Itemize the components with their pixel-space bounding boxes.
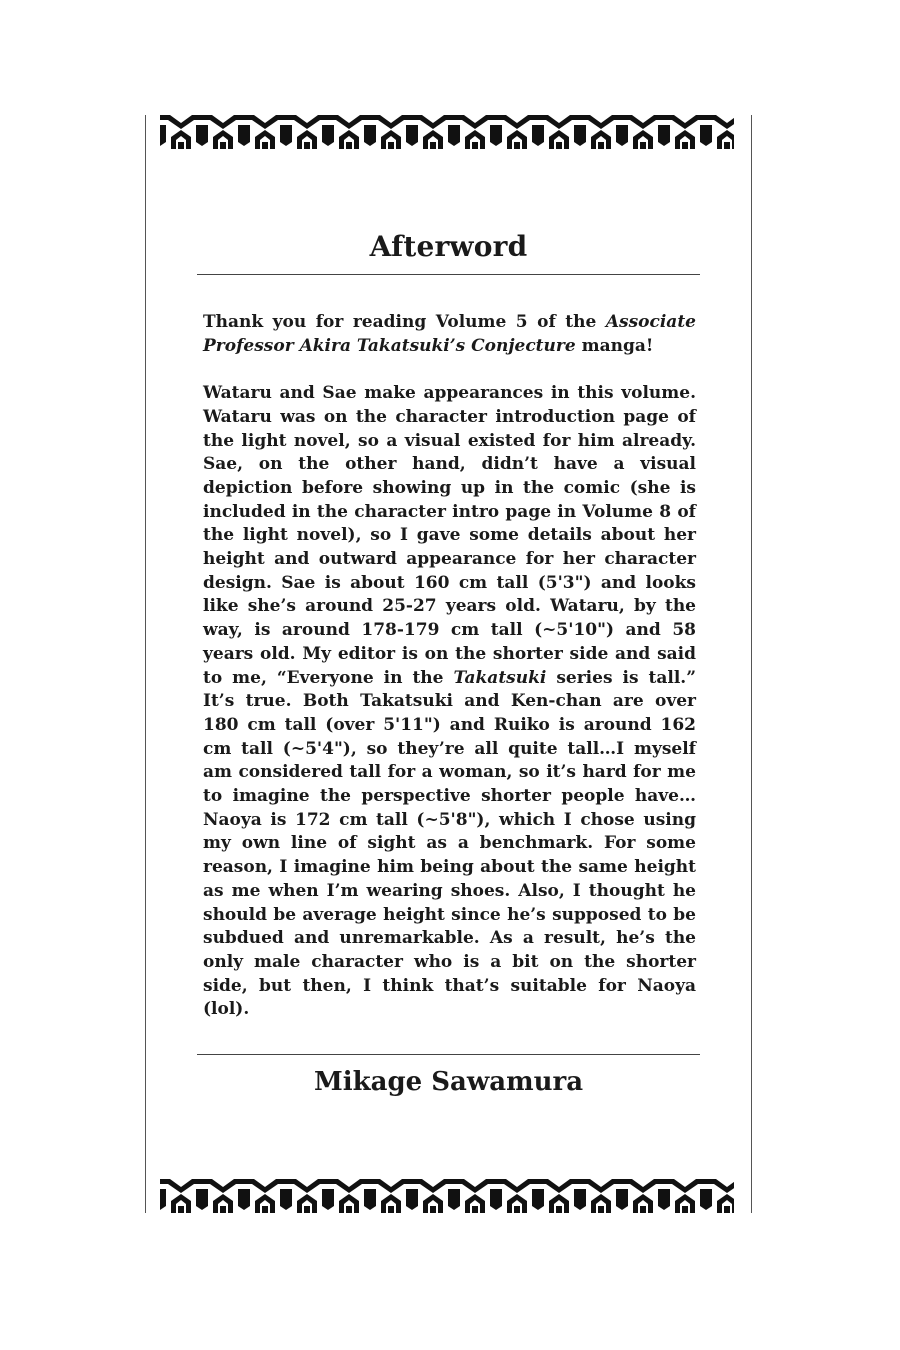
paragraph-main (203, 382, 696, 1022)
text-segment: manga! (575, 335, 654, 356)
title-divider (197, 274, 700, 275)
book-title-italic: Associate Professor Akira Takatsuki’s Conjecture (203, 312, 696, 356)
signature-divider (197, 1054, 700, 1055)
frame-right-line (751, 115, 752, 1213)
top-border-pattern-icon (160, 115, 734, 149)
afterword-body (203, 311, 696, 1022)
bottom-border-pattern-icon (160, 1179, 734, 1213)
frame-left-line (145, 115, 146, 1213)
text-segment: Wataru and Sae make appearances in this volume. Wataru was on the character introduction page of the light novel, so a visual existed for him already. Sae, on the other hand, didn’t have a visual depiction before showing up in the comic (she is included in the character intro page in Volume 8 of the light novel), so I gave some details about her height and outward appearance for her character design. Sae is about 160 cm tall (5'3") and looks like she’s around 25-27 years old. Wataru, by the way, is around 178-179 cm tall (~5'10") and 58 years old. My editor is on the shorter side and said to me, “Everyone in the (203, 383, 696, 688)
author-signature: Mikage Sawamura (313, 1067, 584, 1097)
page-title: Afterword (369, 230, 528, 263)
text-segment: series is tall.” It’s true. Both Takatsuki and Ken-chan are over 180 cm tall (over 5'11") and Ruiko is around 162 cm tall (~5'4"), so they’re all quite tall…I myself am considered tall for a woman, so it’s hard for me to imagine the perspective shorter people have…Naoya is 172 cm tall (~5'8"), which I chose using my own line of sight as a benchmark. For some reason, I imagine him being about the same height as me when I’m wearing shoes. Also, I thought he should be average height since he’s supposed to be subdued and unremarkable. As a result, he’s the only male character who is a bit on the shorter side, but then, I think that’s suitable for Naoya (lol). (203, 667, 697, 1020)
series-title-italic: Takatsuki (453, 667, 547, 688)
paragraph-intro (203, 311, 696, 358)
text-segment: Thank you for reading Volume 5 of the (203, 312, 606, 332)
